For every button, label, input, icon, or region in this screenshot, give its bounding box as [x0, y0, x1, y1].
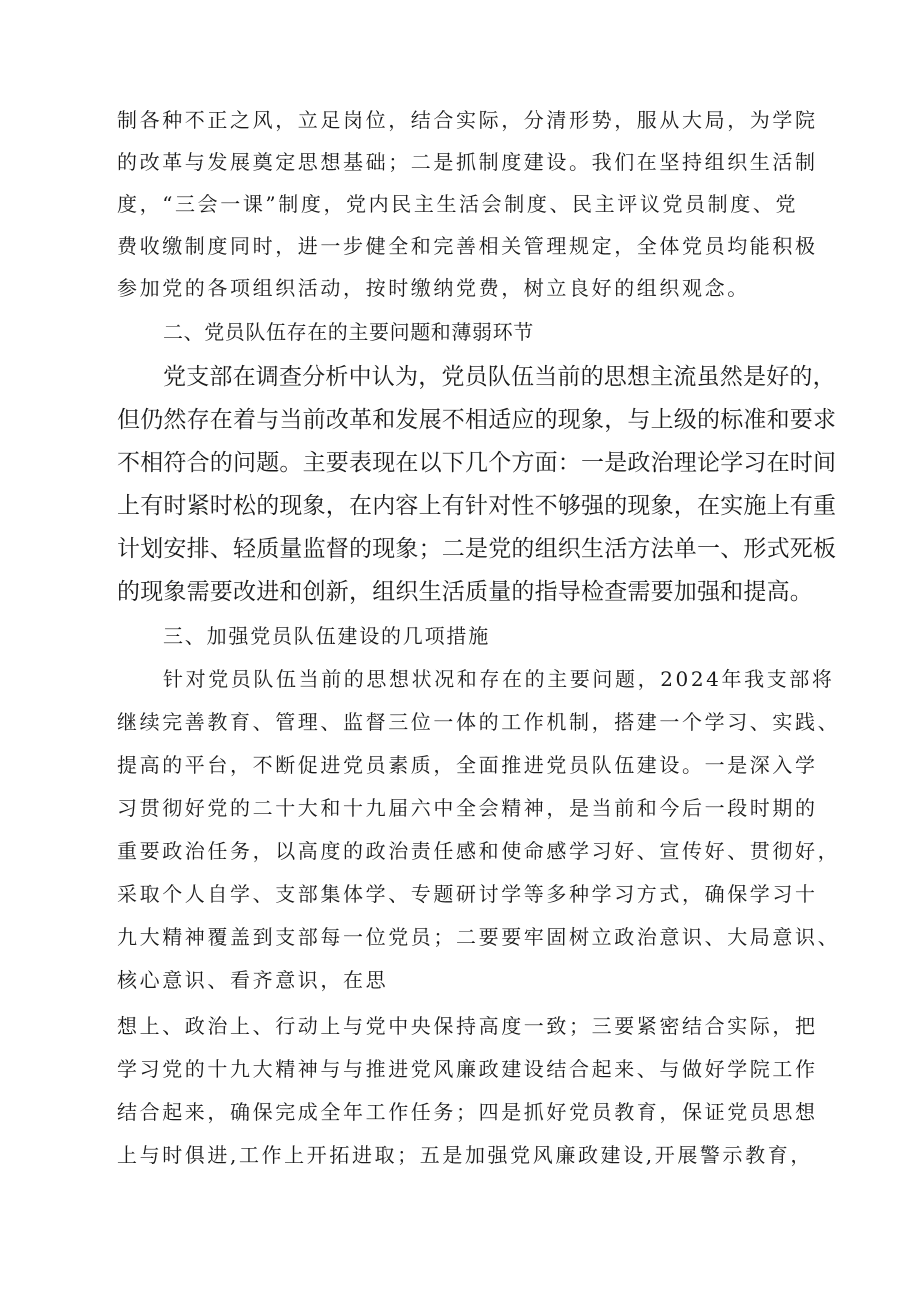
paragraph-line: 上有时紧时松的现象，在内容上有针对性不够强的现象，在实施上有重 — [117, 493, 837, 519]
paragraph-line: 提高的平台，不断促进党员素质，全面推进党员队伍建设。一是深入学 — [117, 753, 818, 777]
paragraph-line: 上与时俱进,工作上开拓进取；五是加强党风廉政建设,开展警示教育， — [117, 1143, 813, 1167]
paragraph-line: 针对党员队伍当前的思想状况和存在的主要问题，2024年我支部将 — [163, 667, 835, 691]
paragraph-line: 度，“三会一课”制度，党内民主生活会制度、民主评议党员制度、党 — [117, 192, 799, 216]
paragraph-line: 党支部在调查分析中认为，党员队伍当前的思想主流虽然是好的， — [163, 364, 836, 390]
paragraph-line: 不相符合的问题。主要表现在以下几个方面：一是政治理论学习在时间 — [117, 450, 837, 476]
paragraph-line: 学习党的十九大精神与与推进党风廉政建设结合起来、与做好学院工作 — [117, 1057, 818, 1081]
paragraph-line: 但仍然存在着与当前改革和发展不相适应的现象，与上级的标准和要求 — [117, 407, 837, 433]
paragraph-line: 想上、政治上、行动上与党中央保持高度一致；三要紧密结合实际，把 — [117, 1014, 818, 1038]
paragraph-line: 参加党的各项组织活动，按时缴纳党费，树立良好的组织观念。 — [117, 276, 750, 300]
paragraph-line: 采取个人自学、支部集体学、专题研讨学等多种学习方式，确保学习十 — [117, 882, 818, 906]
paragraph-line: 继续完善教育、管理、监督三位一体的工作机制，搭建一个学习、实践、 — [117, 710, 841, 734]
section-heading-3: 三、加强党员队伍建设的几项措施 — [163, 624, 490, 648]
paragraph-line: 计划安排、轻质量监督的现象；二是党的组织生活方法单一、形式死板 — [117, 536, 837, 562]
paragraph-line: 结合起来，确保完成全年工作任务；四是抓好党员教育，保证党员思想 — [117, 1100, 818, 1124]
paragraph-line: 重要政治任务，以高度的政治责任感和使命感学习好、宣传好、贯彻好， — [117, 839, 841, 863]
paragraph-line: 习贯彻好党的二十大和十九届六中全会精神，是当前和今后一段时期的 — [117, 796, 818, 820]
paragraph-line: 的改革与发展奠定思想基础；二是抓制度建设。我们在坚持组织生活制 — [117, 150, 818, 174]
paragraph-line: 的现象需要改进和创新，组织生活质量的指导检查需要加强和提高。 — [117, 579, 813, 605]
section-heading-2: 二、党员队伍存在的主要问题和薄弱环节 — [163, 320, 534, 344]
paragraph-line: 九大精神覆盖到支部每一位党员；二要要牢固树立政治意识、大局意识、 — [117, 925, 841, 949]
paragraph-line: 费收缴制度同时，进一步健全和完善相关管理规定，全体党员均能积极 — [117, 234, 818, 258]
paragraph-line: 核心意识、看齐意识，在思 — [117, 968, 389, 992]
paragraph-line: 制各种不正之风，立足岗位，结合实际，分清形势，服从大局，为学院 — [117, 108, 818, 132]
